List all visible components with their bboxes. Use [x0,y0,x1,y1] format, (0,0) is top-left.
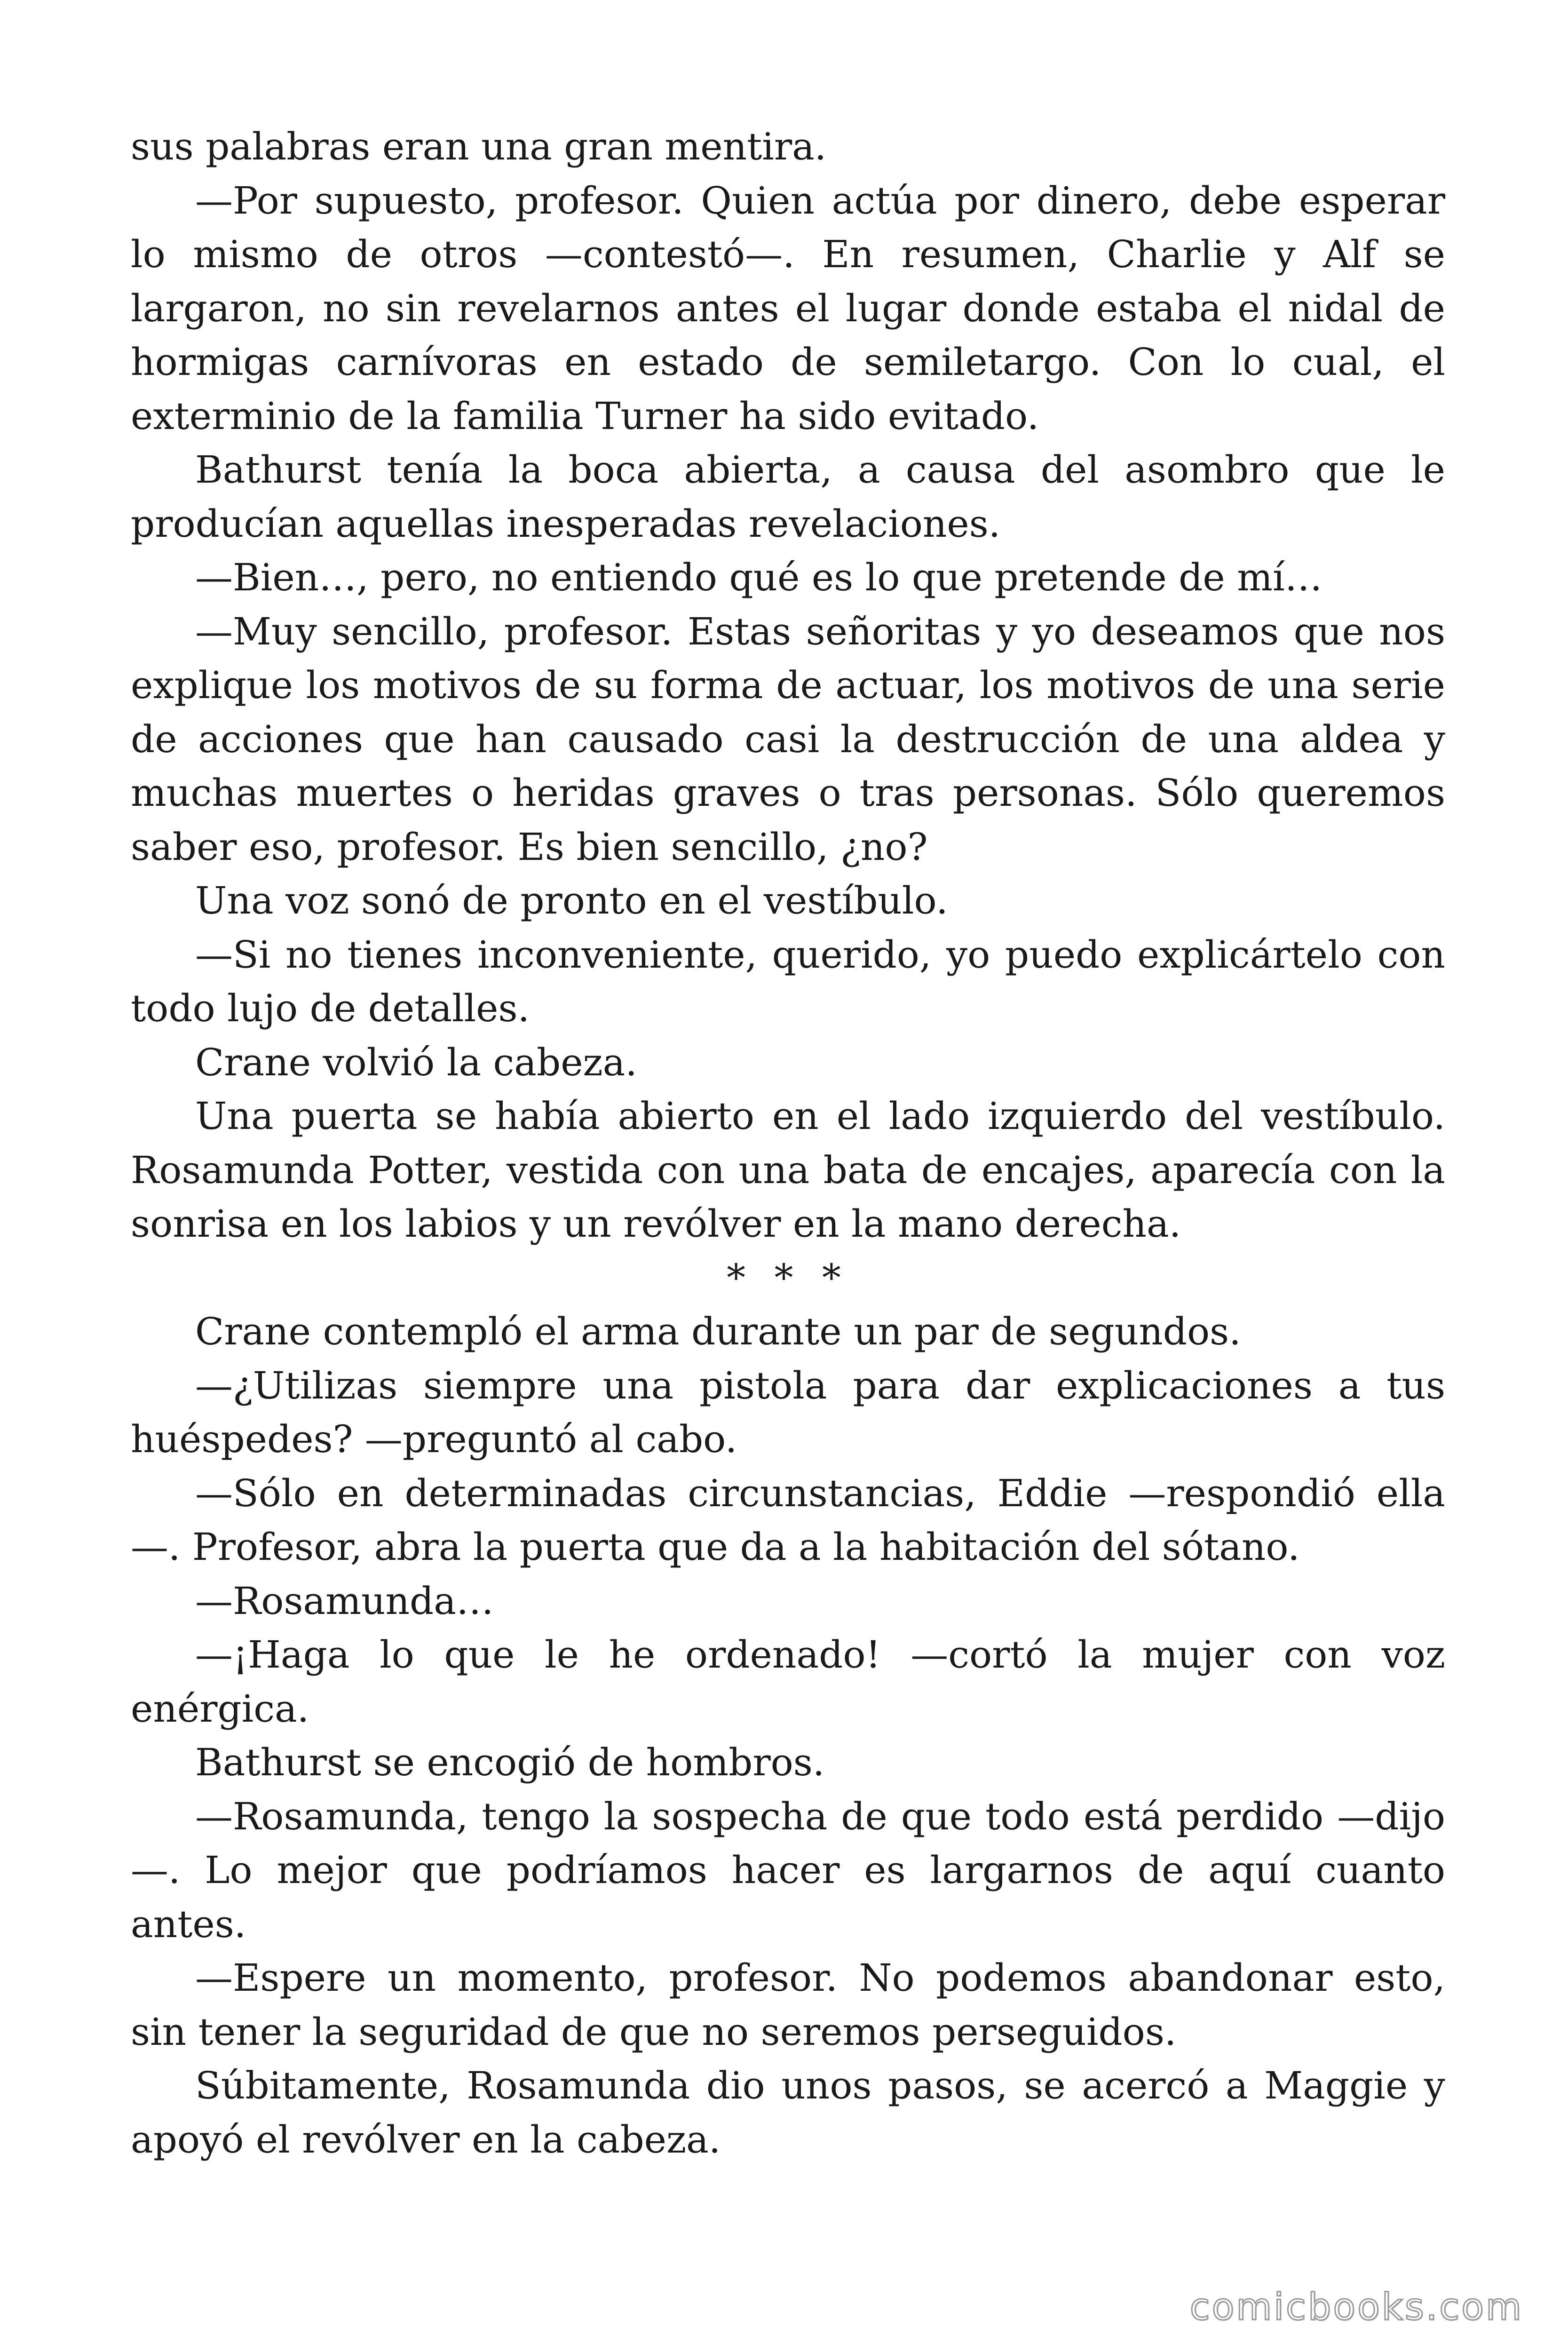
paragraph: —Por supuesto, profesor. Quien actúa por dinero, debe esperar lo mismo de otros —contestó—. En resumen, Charlie y Alf se largaron, no sin revelarnos antes el lugar donde estaba el nidal de hormigas carnívoras en estado de semiletargo. Con lo cual, el exterminio de la familia Turner ha sido evitado. [131,178,1445,438]
paragraph: —¿Utilizas siempre una pistola para dar explicaciones a tus huéspedes? —preguntó al cabo. [131,1363,1445,1461]
paragraph: Crane volvió la cabeza. [195,1040,637,1084]
paragraph: Bathurst se encogió de hombros. [195,1740,825,1784]
paragraph: sus palabras eran una gran mentira. [131,125,827,168]
section-separator: * * * [727,1255,849,1300]
paragraph: —Si no tienes inconveniente, querido, yo puedo explicártelo con todo lujo de detalles. [131,932,1445,1030]
paragraph: —Bien…, pero, no entiendo qué es lo que pretende de mí… [195,556,1323,599]
paragraph: Súbitamente, Rosamunda dio unos pasos, se acercó a Maggie y apoyó el revólver en la cabeza. [131,2064,1445,2161]
paragraph: —Espere un momento, profesor. No podemos abandonar esto, sin tener la seguridad de que no seremos perseguidos. [131,1956,1445,2054]
paragraph: Una puerta se había abierto en el lado izquierdo del vestíbulo. Rosamunda Potter, vestida con una bata de encajes, aparecía con la sonrisa en los labios y un revólver en la mano derecha. [131,1094,1445,1246]
book-page [131,120,1445,2167]
paragraph: Bathurst tenía la boca abierta, a causa del asombro que le producían aquellas inesperadas revelaciones. [131,448,1445,546]
paragraph: —Sólo en determinadas circunstancias, Eddie —respondió ella —. Profesor, abra la puerta que da a la habitación del sótano. [131,1471,1445,1569]
watermark: comicbooks.com [1189,2286,1523,2328]
paragraph: Una voz sonó de pronto en el vestíbulo. [195,879,948,922]
paragraph: Crane contempló el arma durante un par de segundos. [195,1310,1241,1353]
paragraph: —Rosamunda… [195,1579,494,1623]
paragraph: —Rosamunda, tengo la sospecha de que todo está perdido —dijo —. Lo mejor que podríamos hacer es largarnos de aquí cuanto antes. [131,1794,1445,1946]
paragraph: —¡Haga lo que le he ordenado! —cortó la mujer con voz enérgica. [131,1633,1445,1731]
paragraph: —Muy sencillo, profesor. Estas señoritas y yo deseamos que nos explique los motivos de su forma de actuar, los motivos de una serie de acciones que han causado casi la destrucción de una aldea y muchas muertes o heridas graves o tras personas. Sólo queremos saber eso, profesor. Es bien sencillo, ¿no? [131,609,1445,869]
